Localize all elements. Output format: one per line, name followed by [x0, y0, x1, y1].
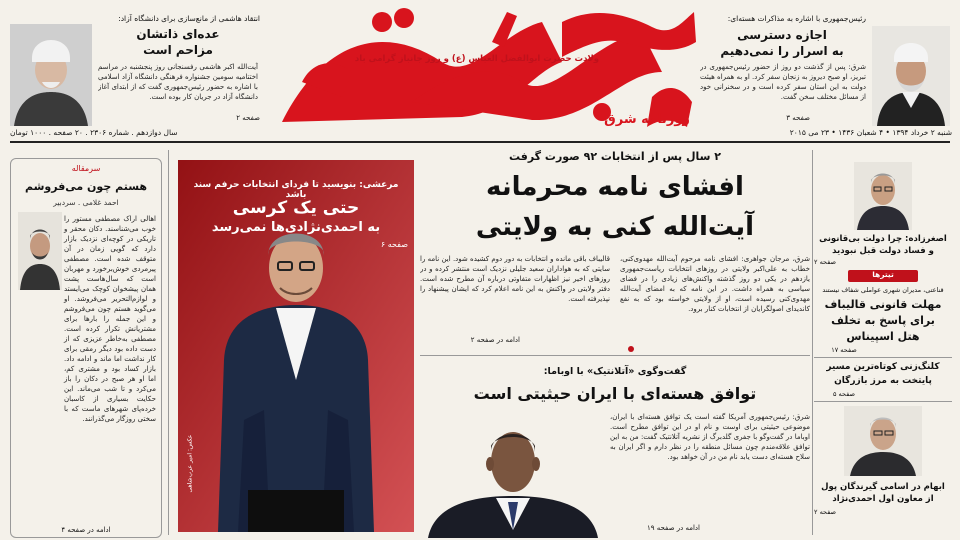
masthead-dedication: ولادت حضرت ابوالفضل العباس (ع) و روز جانباز گرامی باد	[354, 54, 600, 64]
lead-headline-1: افشای نامه محرمانه	[486, 172, 744, 202]
lead-headline-2: آیت‌الله کنی به ولایتی	[475, 212, 755, 242]
center-photo-block	[178, 160, 414, 532]
right-divider-1	[814, 357, 952, 358]
top-right-body: شرق: پس از گذشت دو روز از حضور رئیس‌جمهوری در تبریز، او صبح دیروز به زنجان سفر کرد. او به همراه هیئت دولت به این استان سفر کرده است و در سخنرانی خود از مسائل مختلف سخن گفت.	[700, 63, 866, 101]
right-story4-ref: صفحه ۲	[814, 508, 837, 516]
lead-story	[420, 150, 810, 350]
editorial-body: اهالی اراک مصطفی مستور را خوب می‌شناسند. دکان محقر و تاریکی در کوچه‌ای نزدیک بازار دارد که گویی زمان در آن متوقف شده است. مصطفی پیرمردی خوش‌برخورد و مهربان است که سال‌هاست پشت همان پیشخوان کوچک می‌ایستد و لوازم‌التحریر می‌فروشد. او می‌گوید هستم چون می‌فروشم و این جمله را بارها برای مشتریانش تکرار کرده است. مصطفی به‌خاطر عزیزی که از دست داده بود دیگر رمقی برای کار نداشت اما ماند و ادامه داد. بازار کساد بود و مشتری کم، اما او هر صبح در دکان را باز می‌کرد و تا شب می‌ماند. این حکایت بسیاری از کاسبان خرده‌پای شهرهای ماست که با سختی روزگار می‌گذرانند.	[64, 215, 156, 423]
top-left-teaser	[10, 14, 260, 126]
right-story2-headline-1: مهلت قانونی قالیباف	[824, 298, 942, 311]
right-story2-headline-2: برای پاسخ به تخلف	[831, 314, 935, 327]
right-story1-headline-2: و فساد دولت قبل نبودید	[832, 246, 934, 256]
right-section-label: تیترها	[848, 270, 918, 282]
masthead-rule	[10, 141, 950, 143]
right-story4-headline-1: ابهام در اسامی گیرندگان پول	[821, 482, 945, 492]
obama-body: شرق: رئیس‌جمهوری آمریکا گفته است یک توافق هسته‌ای با ایران، موضوعی حیثیتی برای اوست و نام او در این توافق مطرح است. اوباما در گفت‌وگو با جفری گلدبرگ از نشریه آتلانتیک گفت: من به این توافق علاقه‌مندم چون مسائل منطقه را در نظر دارم و اگر ایران به سلاح هسته‌ای دست یابد نام من در آن خواهد بود.	[610, 413, 810, 461]
right-divider-2	[814, 401, 952, 402]
right-column	[814, 158, 952, 538]
right-story4-headline-2: از معاون اول احمدی‌نژاد	[832, 494, 934, 504]
right-story1-headline-1: اصغرزاده: چرا دولت بی‌قانونی	[819, 234, 947, 244]
date-line: شنبه ۲ خرداد ۱۳۹۴ • ۴ شعبان ۱۴۳۶ • ۲۳ می ۲۰۱۵	[789, 128, 952, 137]
top-left-headline-2: مزاحم است	[143, 43, 213, 57]
right-story1-ref: صفحه ۲	[814, 258, 837, 266]
right-story2-headline-3: هتل اسپیناس	[846, 330, 920, 343]
obama-kicker: گفت‌وگوی «آتلانتیک» با اوباما:	[543, 366, 687, 377]
lead-body-right: شرق، مرجان جواهری: افشای نامه مرحوم آیت‌الله مهدوی‌کنی، خطاب به علی‌اکبر ولایتی در روزهای انتخابات ریاست‌جمهوری یازدهم در یکی دو روز گذشته واکنش‌های زیادی را در فضای سیاسی به همراه داشت. در این نامه که به امضای آیت‌الله مهدوی‌کنی رسیده است، او از ولایتی خواسته بود که به نفع کاندیدای اصولگرایان از انتخابات کنار برود.	[620, 255, 810, 313]
right-story3-ref: صفحه ۵	[832, 390, 856, 398]
obama-story	[420, 358, 810, 538]
obama-photo	[420, 414, 606, 538]
editorial-headline: هستم چون می‌فروشم	[24, 180, 148, 193]
top-left-body: آیت‌الله اکبر هاشمی رفسنجانی روز پنجشنبه در مراسم اختتامیه سومین جشنواره فرهنگی دانشگاه آزاد اسلامی با اشاره به حضور رئیس‌جمهوری گفت که از ابتدای آغاز دانشگاه آزاد در جریان کار بوده است.	[98, 63, 258, 101]
hashemi-photo	[10, 24, 92, 126]
editorial-section-label: سرمقاله	[71, 164, 101, 173]
right-story3-headline-2: پایتخت به مرز بازرگان	[834, 376, 932, 386]
right-story2-kicker: قناعتی، مدیران شهری عواملی شفاف نیستند	[822, 286, 944, 294]
lead-continue: ادامه در صفحه ۲	[470, 336, 520, 344]
top-right-page-ref: صفحه ۳	[786, 114, 810, 122]
masthead	[262, 2, 698, 138]
center-divider	[420, 355, 810, 356]
lead-overline: ۲ سال پس از انتخابات ۹۲ صورت گرفت	[508, 150, 721, 163]
marashi-quote-1: حتی یک کرسی	[232, 198, 360, 218]
asgharzadeh-photo	[854, 162, 912, 230]
top-right-teaser	[698, 14, 950, 126]
top-right-headline-2: به اسرار را نمی‌دهیم	[720, 44, 844, 58]
editorial-author: احمد غلامی . سردبیر	[53, 198, 119, 207]
photo-credit: عکس: امیر عرب‌شاهی	[186, 434, 194, 493]
masthead-wordmark: روزنامه شرق	[604, 112, 690, 127]
rahimi-photo	[844, 406, 922, 476]
column-rule-right	[812, 150, 813, 535]
separator-dot-icon	[628, 346, 634, 352]
rouhani-photo	[872, 26, 950, 126]
top-right-headline-1: اجازه دسترسی	[737, 28, 827, 42]
right-story3-headline-1: کلنگ‌زنی کوتاه‌ترین مسیر	[826, 362, 940, 372]
top-left-page-ref: صفحه ۲	[236, 114, 260, 122]
obama-continue: ادامه در صفحه ۱۹	[647, 524, 700, 532]
column-rule-left	[168, 150, 169, 535]
obama-headline: توافق هسته‌ای با ایران حیثیتی است	[473, 384, 757, 403]
marashi-page-ref: صفحه ۶	[380, 240, 408, 249]
editorial-continue: ادامه در صفحه ۴	[61, 526, 111, 534]
right-story2-ref: صفحه ۱۷	[831, 346, 857, 354]
top-left-headline-1: عده‌ای ذاتشان	[136, 27, 220, 41]
issue-line: سال دوازدهم . شماره ۲۳۰۶ . ۲۰ صفحه . ۱۰۰۰ تومان	[10, 128, 178, 137]
top-left-kicker: انتقاد هاشمی از مانع‌سازی برای دانشگاه آزاد:	[118, 14, 260, 23]
marashi-quote-2: به احمدی‌نژادی‌ها نمی‌رسد	[211, 220, 381, 235]
top-right-kicker: رئیس‌جمهوری با اشاره به مذاکرات هسته‌ای:	[727, 14, 866, 23]
editorial-column	[10, 158, 162, 538]
marashi-kicker: مرعشی: بنویسید تا فردای انتخابات حرفم سند باشد	[193, 180, 399, 200]
lead-body-left: قالیباف باقی مانده و انتخابات به دور دوم کشیده شود. این نامه را سایتی که به هواداران سعید جلیلی نزدیک است منتشر کرده و در روزهای اخیر نیز اظهارات متفاوتی درباره آن مطرح شده است. دفتر ولایتی در واکنش به این نامه اعلام کرد که ایشان پیشنهاد را نپذیرفته است.	[420, 255, 610, 303]
